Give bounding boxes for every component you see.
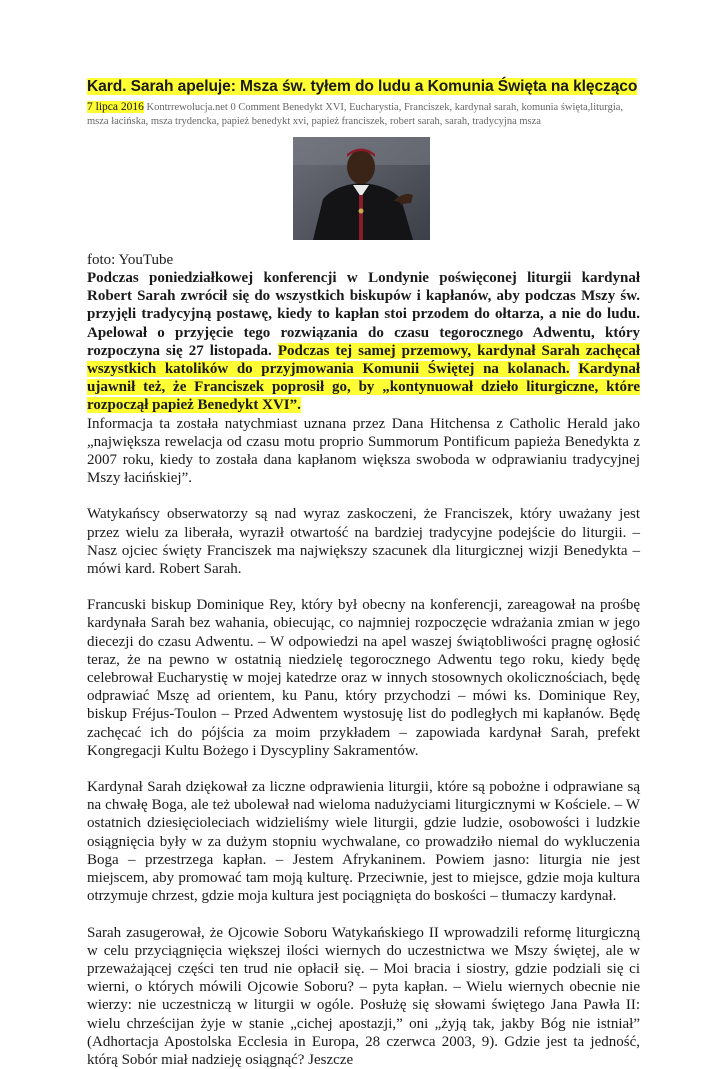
article-title — [87, 78, 640, 96]
lead-highlight-franciszek: Kardynał ujawnił też, że Franciszek poprosił go, by „kontynuował dzieło liturgiczne, które rozpoczął papież Benedykt XVI”. — [87, 361, 640, 413]
article-meta — [87, 100, 640, 129]
lead-highlight-communion: Podczas tej samej przemowy, kardynał Sarah zachęcał wszystkich katolików do przyjmowania Komunii Świętej na kolanach. — [87, 343, 640, 377]
lead-text: Podczas poniedziałkowej konferencji w Londynie poświęconej liturgii kardynał Robert Sarah zwrócił się do wszystkich biskupów i kapłanów, aby podczas Mszy św. przyjęli tradycyjną postawę, kiedy to kapłan stoi przodem do ołtarza, a nie do ludu. Apelował o przyjęcie tego rozwiązania do czasu tegorocznego Adwentu, który rozpoczyna się 27 listopada. — [87, 270, 640, 359]
article-date: 7 lipca 2016 — [87, 101, 144, 113]
paragraph-hitchens: Informacja ta została natychmiast uznana przez Dana Hitchensa z Catholic Herald jako „największa rewelacja od czasu motu proprio Summorum Pontificum papieża Benedykta z 2007 roku, kiedy to została dana kapłanom większa swoboda w odprawianiu tradycyjnej Mszy łacińskiej”. — [87, 415, 640, 488]
paragraph-liturgy-abuses: Kardynał Sarah dziękował za liczne odprawienia liturgii, które są pobożne i odprawiane są na chwałę Boga, ale też ubolewał nad wieloma nadużyciami liturgicznymi w Kościele. – W ostatnich dziesięcioleciach widzieliśmy wiele liturgii, gdzie ludzie, osobowości i ludzkie osiągnięcia były w za dużym stopniu wychwalane, co prowadziło niemal do wykluczenia Boga – przestrzega kapłan. – Jestem Afrykaninem. Powiem jasno: liturgia nie jest miejscem, aby promować tam moją kulturę. Przeciwnie, jest to miejsce, gdzie moja kultura otrzymuje chrzest, gdzie moja kultura jest pociągnięta do boskości – tłumaczy kardynał. — [87, 778, 640, 905]
lead-paragraph — [87, 269, 640, 415]
photo-container — [87, 137, 640, 240]
title-highlight: Kard. Sarah apeluje: Msza św. tyłem do ludu a Komunia Święta na klęcząco — [87, 78, 637, 95]
paragraph-observers: Watykańscy obserwatorzy są nad wyraz zaskoczeni, że Franciszek, który uważany jest przez wielu za liberała, wyraził otwartość na bardziej tradycyjne podejście do liturgii. – Nasz ojciec święty Franciszek ma największy szacunek dla liturgicznej wizji Benedykta – mówi kard. Robert Sarah. — [87, 505, 640, 578]
article-meta-tail: Kontrrewolucja.net 0 Comment Benedykt XVI, Eucharystia, Franciszek, kardynał sarah, komunia święta,liturgia, msza łacińska, msza trydencka, papież benedykt xvi, papież franciszek, robert sarah, sarah, tradycyjna msza — [87, 102, 623, 127]
photo-caption: foto: YouTube — [87, 251, 640, 269]
paragraph-council-fathers: Sarah zasugerował, że Ojcowie Soboru Watykańskiego II wprowadzili reformę liturgiczną w celu przyciągnięcia większej ilości wiernych do uczestnictwa we Mszy świętej, ale w przeważającej części ten trud nie opłacił się. – Moi bracia i siostry, gdzie podziali się ci wierni, o których mówili Ojcowie Soboru? – pyta kapłan. – Wielu wiernych obecnie nie wierzy: nie uczestniczą w liturgii w ogóle. Posłużę się słowami świętego Jana Pawła II: wielu chrześcijan żyje w stanie „cichej apostazji,” oni „żyją tak, jakby Bóg nie istniał” (Adhortacja Apostolska Ecclesia in Europa, 28 czerwca 2003, 9). Gdzie jest ta jedność, którą Sobór miał nadzieję osiągnąć? Jeszcze — [87, 924, 640, 1069]
cardinal-photo-illustration — [293, 137, 430, 240]
cardinal-photo — [293, 137, 430, 240]
document-page — [87, 78, 640, 1069]
paragraph-bishop-rey: Francuski biskup Dominique Rey, który był obecny na konferencji, zareagował na prośbę kardynała Sarah bez wahania, obiecując, co najmniej rozpoczęcie wdrażania zmian w jego diecezji do czasu Adwentu. – W odpowiedzi na apel waszej świątobliwości pragnę ogłosić teraz, że na pewno w ostatnią niedzielę tegorocznego Adwentu tego roku, kiedy będę celebrował Eucharystię w mojej katedrze oraz w innych stosownych okolicznościach, będę odprawiać Mszę ad orientem, ku Panu, który przychodzi – mówi ks. Dominique Rey, biskup Fréjus-Toulon – Przed Adwentem wystosuję list do podległych mi kapłanów. Będę zachęcać ich do pójścia za moim przykładem – zapowiada kardynał Sarah, prefekt Kongregacji Kultu Bożego i Dyscypliny Sakramentów. — [87, 596, 640, 760]
